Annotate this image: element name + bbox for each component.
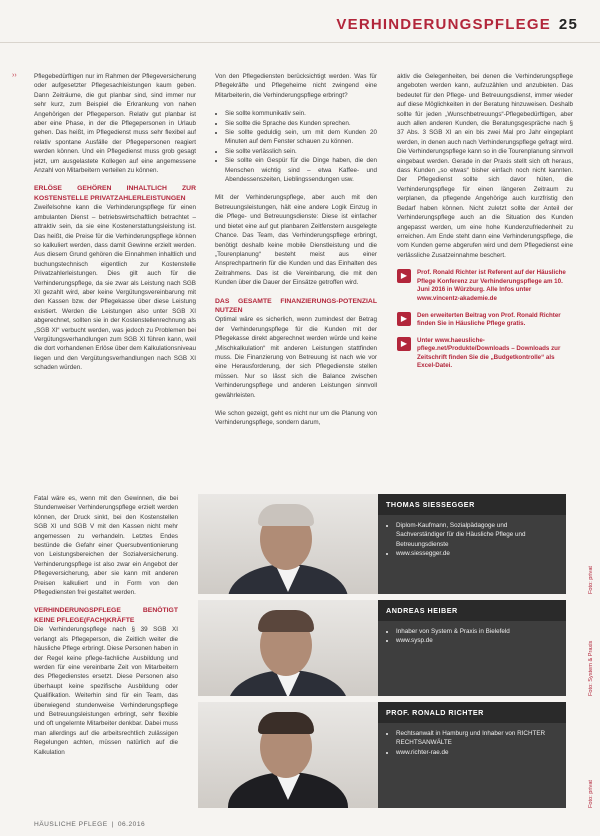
col3-paragraph: aktiv die Gelegenheiten, bei denen die Verhinderungspflege angeboten werden kann, aufzuzählen und anzubieten. Das bedeutet für den Pflege- und Betreuungsdienst, immer wieder auf diese Möglichkeiten in der Beratung hinzuweisen. Deshalb sollte für jeden „Wunschbetreuungs“-Pflegebedürftigen, aber auch allen anderen Kunden, die Beratungsgespräche nach § 37 Abs. 3 SGB XI an ein bis zwei Mal pro Jahr eingeplant werden, in denen auch nach Verhinderungspflege gefragt wird. Die Verhinderungspflege kann so in die Tourenplanung sinnvoll eingebaut werden. Gerade in der Praxis stellt sich oft heraus, dass Kunden „so etwas“ bisher einfach noch nicht kannten. Der Pflegedienst sollte sich davor hüten, die Verhinderungspflege für einen längeren Zeitraum zu verplanen, da pflegende Angehörige auch kurzfristig den Bedarf haben können. Nicht zuletzt sollte der Anteil der Verhinderungspflege auch an die Situation des Kunden angepasst werden, um eine hohe Kundenzufriedenheit zu erreichen. Am Ende steht dann eine Verhinderungspflege, die vom Kunden gerne abgerufen wird und dem Pflegedienst eine verlässliche Zusatzeinnahme beschert.: [397, 73, 573, 259]
author-info: [378, 600, 566, 696]
author-name: ANDREAS HEIBER: [378, 600, 566, 621]
col1b-heading: VERHINDERUNGSPFLEGE BENÖTIGT KEINE PFLEGE(FACH)KRÄFTE: [34, 607, 178, 624]
photo-credit: Foto: System & Praxis: [588, 640, 594, 696]
col2-paragraph-2: Optimal wäre es sicherlich, wenn zumindest der Betrag der Verhinderungspflege für die Kunden mit der Pflegekasse direkt abgerechnet werden würde und keine „Mischkalkulation“ mit anderen Leistungen stattfinden muss. Die Finanzierung von Betreuung ist nach wie vor eine Herausforderung, der sich Pflegedienste stellen müssen. Nur so lässt sich die Balance zwischen Verhinderungspflege und anderen Leistungen sinnvoll gewährleisten.: [215, 316, 377, 399]
author-photo: [198, 702, 378, 808]
author-name: THOMAS SIESSEGGER: [378, 494, 566, 515]
list-item: • Diplom-Kaufmann, Sozialpädagoge und Sachverständiger für die Häusliche Pflege und Betreuungsdienste: [396, 521, 558, 549]
section-title: VERHINDERUNGSPFLEGE: [336, 16, 551, 33]
photo-shape: [258, 610, 314, 632]
col1b-paragraph: Fatal wäre es, wenn mit den Gewinnen, die bei Stundenweiser Verhinderungspflege erzielt werden können, der Druck sinkt, bei den Kostenstellen SGB XI und SGB V mit den Kassen nicht mehr angemessen zu verhandeln. Letztes Endes bestünde die Gefahr einer Quersubventionierung von Leistungsbereichen der Sozialversicherung. Verhinderungspflege ist also zwar ein Angebot der Pflegeversicherung, aber sie kann mit anderen Preisen kalkuliert und in Form von den Pflegediensten frei gestaltet werden.: [34, 495, 178, 597]
info-box-download[interactable]: [397, 337, 573, 371]
page-header: [336, 16, 578, 33]
arrow-icon: ▶: [397, 312, 411, 326]
col1-intro: Pflegebedürftigen nur im Rahmen der Pflegeversicherung oder aufgesetzter Pflegesachleistungen kaum geben. Dann Zeiträume, die gut planbar sind, sind immer nur sehr kurz, zum Beispiel die Erkrankung von nahen Angehörigen der Pflegeperson. Relativ gut planbar ist aber eine Phase, in der die Pflegepersonen in Urlaub gehen. Das heißt, im Pflegedienst muss sehr flexibel auf relativ spontane Ausfälle der Pflegepersonen reagiert werden können. Und ein Pflegedienst muss grob gesagt jetzt, um ausgelastete Kollegen auf eine angemessene Anzahl von Mitarbeitern verteilen zu können.: [34, 73, 196, 175]
col1-paragraph: Zweifelsohne kann die Verhinderungspflege für einen ambulanten Dienst – betriebswirtschaftlich betrachtet – attraktiv sein, da sie eine Kostenerstattungsleistung ist. Das heißt, die Preise für die Verhinderungspflege können so kalkuliert werden, dass damit Gewinne erzielt werden. Aus diesem Grund gehören die Einnahmen inhaltlich und buchungstechnisch eigentlich zur Kostenstelle Privatzahlerleistungen. Dies gilt auch für die Verhinderungspflege, da sie zwar als Leistung nach SGB XI gezahlt wird, aber keine Vergütungsvereinbarung mit den Kassen bzw. der Pflegekasse über diese Leistung existiert. Werden die Leistungen also unter SGB XI abgerechnet, sollten sie in der Kostenstellenrechnung als „SGB XI“ verbucht werden, was jedoch zu Problemen bei Vergütungsverhandlungen zum SGB XI führen kann, weil die dort vorhandenen Erlöse über dem Kalkulationsniveau liegen und den Vergütungsverhandlungen nach SGB XI schaden würden.: [34, 204, 196, 372]
photo-shape: [258, 712, 314, 734]
list-item[interactable]: • www.richter-rae.de: [396, 748, 558, 757]
list-item: • Sie sollte die Sprache des Kunden sprechen.: [225, 119, 377, 128]
list-item[interactable]: • www.sysp.de: [396, 636, 558, 645]
list-item: • Sie sollte geduldig sein, um mit dem Kunden 20 Minuten auf dem Fenster schauen zu können.: [225, 128, 377, 147]
info-text: Unter www.haeusliche-pflege.net/Produkte/Downloads – Downloads zur Zeitschrift finden Sie die „Budgetkontrolle“ als Excel-Datei.: [417, 336, 561, 370]
column-1: [34, 72, 196, 382]
photo-credit: Foto: privat: [588, 780, 594, 808]
arrow-icon: ▶: [397, 337, 411, 351]
arrow-icon: ▶: [397, 269, 411, 283]
list-item: • Rechtsanwalt in Hamburg und Inhaber von RICHTER RECHTSANWÄLTE: [396, 729, 558, 748]
page-number: 25: [558, 16, 578, 33]
author-profile-heiber: [198, 600, 566, 696]
page-footer: [34, 821, 145, 828]
col2-bullet-list: [215, 109, 377, 184]
author-info: [378, 494, 566, 594]
continue-mark: ››: [12, 72, 17, 79]
info-box-conference[interactable]: [397, 269, 573, 303]
col2-heading: DAS GESAMTE FINANZIERUNGS-POTENZIAL NUTZEN: [215, 297, 377, 314]
photo-shape: [258, 504, 314, 526]
col1-heading: ERLÖSE GEHÖREN INHALTLICH ZUR KOSTENSTELLE PRIVATZAHLERLEISTUNGEN: [34, 185, 196, 202]
author-profile-siessegger: [198, 494, 566, 594]
col2-paragraph-3: Wie schon gezeigt, geht es nicht nur um die Planung von Verhinderungspflege, sondern darum,: [215, 410, 377, 427]
column-1-lower: [34, 494, 178, 766]
author-profile-richter: [198, 702, 566, 808]
info-text: Prof. Ronald Richter ist Referent auf der Häusliche Pflege Konferenz zur Verhinderungspflege am 10. Juni 2016 in Würzburg. Alle Infos unter www.vincentz-akademie.de: [417, 269, 566, 302]
col2-intro: Von den Pflegediensten berücksichtigt werden. Was für Pflegekräfte und Pflegeheime nicht zwingend eine Mitarbeiterin, die Verhinderungspflege erbringt?: [215, 73, 377, 99]
author-name: PROF. RONALD RICHTER: [378, 702, 566, 723]
column-3: [397, 72, 573, 379]
author-photo: [198, 494, 378, 594]
list-item: • Sie sollte kommunikativ sein.: [225, 109, 377, 118]
header-rule: [0, 42, 600, 43]
magazine-name: HÄUSLICHE PFLEGE: [34, 821, 108, 828]
author-details: [378, 627, 566, 646]
info-text: Den erweiterten Beitrag von Prof. Ronald Richter finden Sie in Häusliche Pflege gratis.: [417, 311, 561, 328]
list-item: • Inhaber von System & Praxis in Bielefeld: [396, 627, 558, 636]
column-2: [215, 72, 377, 437]
col1b-paragraph-2: Die Verhinderungspflege nach § 39 SGB XI verlangt als Pflegeperson, die Zeitlich weiter die häusliche Pflege erbringt. Diese Personen haben in der Regel keine pflege-fachliche Ausbildung und werden für eine vereinbarte Zeit von Mitarbeitern des Pflegedienstes ersetzt. Diese Personen also überhaupt keine spezifische Ausbildung oder Qualifikation. Weiterhin sind für ein Team, das überwiegend stundenweise Verhinderungspflege und Betreuungsleistungen erbringt, sehr flexible und oft ungelernte Mitarbeiter denkbar. Dabei muss man allerdings auf die arbeitsrechtlich zulässigen Regelungen achten, müssen natürlich auf die Kalkulation: [34, 626, 178, 756]
info-box-article[interactable]: [397, 312, 573, 329]
issue-number: 06.2016: [117, 821, 146, 828]
author-photo: [198, 600, 378, 696]
col2-paragraph: Mit der Verhinderungspflege, aber auch mit den Betreuungsleistungen, hält eine andere Logik Einzug in die Pflege- und Betreuungsdienste: Diese ist einfacher und bietet eine auf gut planbaren Zeitfenstern ausgelegte Chance. Das Team, das Verhinderungspflege erbringt, benötigt deshalb keine mobile Dienstleistung und die „Tourenplanung“ besteht meist aus einer Ansprechpartnerin für die Kunden und das Einhalten des Zeitrahmens. Das ist die Vereinbarung, die mit den Kunden über die Dauer der Einsätze getroffen wird.: [215, 194, 377, 287]
author-info: [378, 702, 566, 808]
author-details: [378, 729, 566, 757]
author-details: [378, 521, 566, 559]
list-item: • Sie sollte ein Gespür für die Dinge haben, die den Menschen wichtig sind – etwa Kaffee- und Abendessenszeiten, Lieblingssendungen usw.: [225, 156, 377, 184]
photo-credit: Foto: privat: [588, 566, 594, 594]
list-item[interactable]: • www.siessegger.de: [396, 549, 558, 558]
list-item: • Sie sollte verlässlich sein.: [225, 147, 377, 156]
footer-separator: |: [111, 821, 114, 828]
